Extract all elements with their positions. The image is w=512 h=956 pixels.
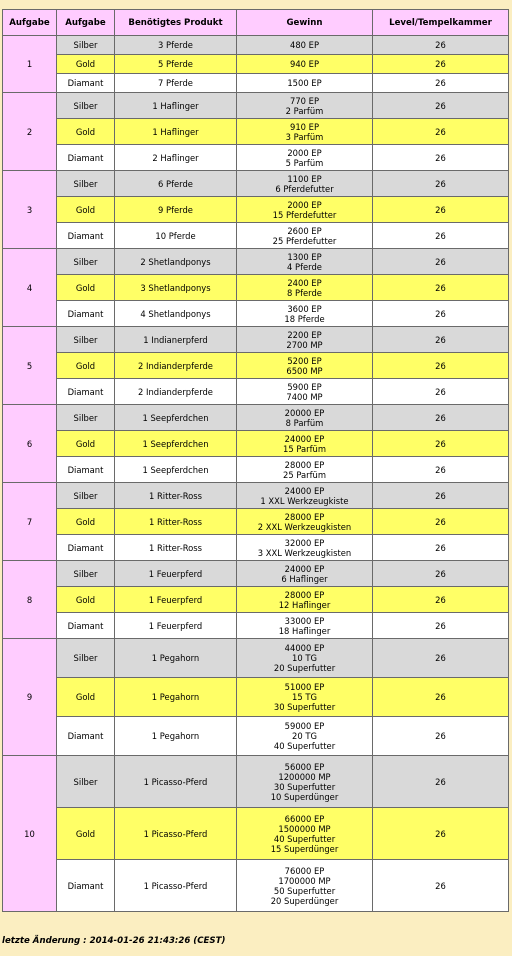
gewinn-line: 50 Superfutter bbox=[273, 885, 336, 896]
level-cell: 26 bbox=[373, 249, 509, 275]
product-cell: 1 Ritter-Ross bbox=[115, 483, 237, 509]
gewinn-line: 24000 EP bbox=[284, 485, 325, 496]
tier-cell: Gold bbox=[57, 119, 115, 145]
aufgabe-number: 1 bbox=[3, 36, 57, 93]
gewinn-line: 15 Superdünger bbox=[270, 843, 339, 854]
product-cell: 4 Shetlandponys bbox=[115, 301, 237, 327]
product-cell: 1 Pegahorn bbox=[115, 639, 237, 678]
gewinn-cell bbox=[237, 301, 373, 327]
table-row bbox=[3, 613, 509, 639]
gewinn-line: 1500000 MP bbox=[278, 823, 331, 834]
gewinn-cell bbox=[237, 587, 373, 613]
gewinn-line: 33000 EP bbox=[284, 615, 325, 626]
table-row bbox=[3, 197, 509, 223]
gewinn-line: 18 Haflinger bbox=[278, 625, 331, 636]
gewinn-cell bbox=[237, 535, 373, 561]
tier-cell: Silber bbox=[57, 639, 115, 678]
level-cell: 26 bbox=[373, 275, 509, 301]
table-row bbox=[3, 171, 509, 197]
tier-cell: Gold bbox=[57, 275, 115, 301]
product-cell: 1 Ritter-Ross bbox=[115, 535, 237, 561]
gewinn-line: 30 Superfutter bbox=[273, 702, 336, 712]
table-row bbox=[3, 717, 509, 756]
gewinn-line: 30 Superfutter bbox=[273, 781, 336, 792]
gewinn-line: 18 Pferde bbox=[284, 313, 325, 324]
gewinn-cell bbox=[237, 431, 373, 457]
table-row bbox=[3, 405, 509, 431]
gewinn-line: 1100 EP bbox=[287, 173, 322, 184]
table-row bbox=[3, 639, 509, 678]
product-cell: 1 Indianerpferd bbox=[115, 327, 237, 353]
header-gewinn: Gewinn bbox=[237, 10, 373, 36]
product-cell: 1 Picasso-Pferd bbox=[115, 756, 237, 808]
gewinn-line: 25 Parfüm bbox=[283, 469, 326, 480]
gewinn-line: 2600 EP bbox=[287, 225, 322, 236]
header-level: Level/Tempelkammer bbox=[373, 10, 509, 36]
gewinn-cell bbox=[237, 457, 373, 483]
table-row bbox=[3, 301, 509, 327]
gewinn-line: 2400 EP bbox=[287, 277, 322, 288]
aufgabe-number: 5 bbox=[3, 327, 57, 405]
product-cell: 1 Seepferdchen bbox=[115, 431, 237, 457]
table-row bbox=[3, 483, 509, 509]
gewinn-line: 5200 EP bbox=[287, 355, 322, 366]
gewinn-cell bbox=[237, 197, 373, 223]
level-cell: 26 bbox=[373, 223, 509, 249]
product-cell: 1 Picasso-Pferd bbox=[115, 860, 237, 912]
gewinn-line: 10 TG bbox=[292, 653, 317, 663]
level-cell: 26 bbox=[373, 145, 509, 171]
gewinn-line: 20 Superfutter bbox=[273, 663, 336, 673]
level-cell: 26 bbox=[373, 509, 509, 535]
table-row bbox=[3, 353, 509, 379]
level-cell: 26 bbox=[373, 379, 509, 405]
level-cell: 26 bbox=[373, 55, 509, 74]
tier-cell: Silber bbox=[57, 171, 115, 197]
gewinn-line: 40 Superfutter bbox=[273, 741, 336, 751]
gewinn-cell bbox=[237, 405, 373, 431]
table-row bbox=[3, 145, 509, 171]
gewinn-cell bbox=[237, 36, 373, 55]
aufgabe-number: 6 bbox=[3, 405, 57, 483]
tier-cell: Silber bbox=[57, 327, 115, 353]
gewinn-cell bbox=[237, 379, 373, 405]
tier-cell: Silber bbox=[57, 756, 115, 808]
gewinn-line: 10 Superdünger bbox=[270, 791, 339, 802]
gewinn-line: 15 Parfüm bbox=[283, 443, 326, 454]
product-cell: 1 Feuerpferd bbox=[115, 587, 237, 613]
gewinn-cell bbox=[237, 55, 373, 74]
product-cell: 2 Shetlandponys bbox=[115, 249, 237, 275]
gewinn-line: 2200 EP bbox=[287, 329, 322, 340]
gewinn-line: 44000 EP bbox=[284, 643, 325, 653]
tier-cell: Diamant bbox=[57, 145, 115, 171]
aufgabe-number: 3 bbox=[3, 171, 57, 249]
level-cell: 26 bbox=[373, 561, 509, 587]
level-cell: 26 bbox=[373, 353, 509, 379]
tier-cell: Silber bbox=[57, 483, 115, 509]
gewinn-cell bbox=[237, 223, 373, 249]
aufgabe-number: 10 bbox=[3, 756, 57, 912]
tier-cell: Diamant bbox=[57, 223, 115, 249]
tier-cell: Silber bbox=[57, 36, 115, 55]
level-cell: 26 bbox=[373, 74, 509, 93]
gewinn-line: 5900 EP bbox=[287, 381, 322, 392]
level-cell: 26 bbox=[373, 197, 509, 223]
level-cell: 26 bbox=[373, 756, 509, 808]
table-row bbox=[3, 36, 509, 55]
gewinn-cell bbox=[237, 327, 373, 353]
gewinn-line: 40 Superfutter bbox=[273, 833, 336, 844]
task-table bbox=[2, 9, 509, 912]
gewinn-cell bbox=[237, 717, 373, 756]
level-cell: 26 bbox=[373, 808, 509, 860]
header-aufgabe-num: Aufgabe bbox=[3, 10, 57, 36]
level-cell: 26 bbox=[373, 93, 509, 119]
gewinn-line: 2000 EP bbox=[287, 199, 322, 210]
product-cell: 1 Ritter-Ross bbox=[115, 509, 237, 535]
table-row bbox=[3, 509, 509, 535]
gewinn-line: 1700000 MP bbox=[278, 875, 331, 886]
product-cell: 1 Feuerpferd bbox=[115, 561, 237, 587]
product-cell: 5 Pferde bbox=[115, 55, 237, 74]
level-cell: 26 bbox=[373, 535, 509, 561]
gewinn-cell bbox=[237, 275, 373, 301]
level-cell: 26 bbox=[373, 36, 509, 55]
table-row bbox=[3, 678, 509, 717]
product-cell: 1 Pegahorn bbox=[115, 678, 237, 717]
tier-cell: Gold bbox=[57, 431, 115, 457]
gewinn-line: 6500 MP bbox=[286, 365, 323, 376]
gewinn-line: 770 EP bbox=[290, 95, 319, 106]
table-row bbox=[3, 74, 509, 93]
header-aufgabe-tier: Aufgabe bbox=[57, 10, 115, 36]
tier-cell: Diamant bbox=[57, 379, 115, 405]
product-cell: 2 Haflinger bbox=[115, 145, 237, 171]
gewinn-line: 12 Haflinger bbox=[278, 599, 331, 610]
level-cell: 26 bbox=[373, 639, 509, 678]
gewinn-line: 15 Pferdefutter bbox=[272, 209, 337, 220]
product-cell: 1 Seepferdchen bbox=[115, 405, 237, 431]
header-row bbox=[3, 10, 509, 36]
tier-cell: Silber bbox=[57, 249, 115, 275]
tier-cell: Gold bbox=[57, 55, 115, 74]
tier-cell: Silber bbox=[57, 405, 115, 431]
gewinn-line: 66000 EP bbox=[284, 813, 325, 824]
aufgabe-number: 7 bbox=[3, 483, 57, 561]
gewinn-line: 5 Parfüm bbox=[285, 157, 324, 168]
gewinn-line: 8 Parfüm bbox=[285, 417, 324, 428]
gewinn-line: 910 EP bbox=[290, 121, 319, 132]
table-row bbox=[3, 275, 509, 301]
table-row bbox=[3, 119, 509, 145]
gewinn-cell bbox=[237, 639, 373, 678]
last-modified-text: letzte Änderung : 2014-01-26 21:43:26 (CEST) bbox=[2, 936, 226, 946]
gewinn-cell bbox=[237, 860, 373, 912]
gewinn-line: 20 TG bbox=[292, 731, 317, 741]
table-row bbox=[3, 55, 509, 74]
gewinn-line: 4 Pferde bbox=[287, 261, 322, 272]
table-row bbox=[3, 249, 509, 275]
product-cell: 10 Pferde bbox=[115, 223, 237, 249]
product-cell: 2 Indianderpferde bbox=[115, 353, 237, 379]
gewinn-line: 480 EP bbox=[290, 40, 319, 50]
tier-cell: Diamant bbox=[57, 860, 115, 912]
table-row bbox=[3, 561, 509, 587]
gewinn-line: 59000 EP bbox=[284, 721, 325, 731]
table-row bbox=[3, 431, 509, 457]
header-product: Benötigtes Produkt bbox=[115, 10, 237, 36]
gewinn-line: 56000 EP bbox=[284, 761, 325, 772]
gewinn-line: 51000 EP bbox=[284, 682, 325, 692]
gewinn-line: 1500 EP bbox=[287, 78, 322, 88]
gewinn-cell bbox=[237, 171, 373, 197]
gewinn-line: 6 Pferdefutter bbox=[275, 183, 334, 194]
gewinn-line: 8 Pferde bbox=[287, 287, 322, 298]
table-row bbox=[3, 379, 509, 405]
table-row bbox=[3, 223, 509, 249]
product-cell: 1 Pegahorn bbox=[115, 717, 237, 756]
gewinn-cell bbox=[237, 509, 373, 535]
level-cell: 26 bbox=[373, 587, 509, 613]
gewinn-line: 6 Haflinger bbox=[281, 573, 328, 584]
product-cell: 1 Haflinger bbox=[115, 93, 237, 119]
product-cell: 3 Pferde bbox=[115, 36, 237, 55]
gewinn-line: 2 Parfüm bbox=[285, 105, 324, 116]
gewinn-line: 28000 EP bbox=[284, 511, 325, 522]
tier-cell: Diamant bbox=[57, 301, 115, 327]
task-table-body bbox=[3, 36, 509, 912]
product-cell: 1 Seepferdchen bbox=[115, 457, 237, 483]
gewinn-line: 25 Pferdefutter bbox=[272, 235, 337, 246]
table-row bbox=[3, 535, 509, 561]
gewinn-line: 24000 EP bbox=[284, 563, 325, 574]
gewinn-cell bbox=[237, 613, 373, 639]
gewinn-line: 2000 EP bbox=[287, 147, 322, 158]
gewinn-cell bbox=[237, 756, 373, 808]
tier-cell: Gold bbox=[57, 197, 115, 223]
tier-cell: Diamant bbox=[57, 74, 115, 93]
tier-cell: Silber bbox=[57, 561, 115, 587]
gewinn-line: 76000 EP bbox=[284, 865, 325, 876]
table-row bbox=[3, 327, 509, 353]
level-cell: 26 bbox=[373, 860, 509, 912]
table-row bbox=[3, 860, 509, 912]
gewinn-line: 1200000 MP bbox=[278, 771, 331, 782]
tier-cell: Diamant bbox=[57, 535, 115, 561]
gewinn-line: 940 EP bbox=[290, 59, 319, 69]
gewinn-cell bbox=[237, 74, 373, 93]
product-cell: 9 Pferde bbox=[115, 197, 237, 223]
tier-cell: Gold bbox=[57, 509, 115, 535]
level-cell: 26 bbox=[373, 301, 509, 327]
gewinn-cell bbox=[237, 145, 373, 171]
product-cell: 3 Shetlandponys bbox=[115, 275, 237, 301]
gewinn-line: 3600 EP bbox=[287, 303, 322, 314]
gewinn-cell bbox=[237, 119, 373, 145]
gewinn-line: 28000 EP bbox=[284, 459, 325, 470]
gewinn-line: 1300 EP bbox=[287, 251, 322, 262]
tier-cell: Diamant bbox=[57, 717, 115, 756]
gewinn-line: 24000 EP bbox=[284, 433, 325, 444]
table-row bbox=[3, 457, 509, 483]
level-cell: 26 bbox=[373, 171, 509, 197]
tier-cell: Silber bbox=[57, 93, 115, 119]
product-cell: 6 Pferde bbox=[115, 171, 237, 197]
level-cell: 26 bbox=[373, 483, 509, 509]
level-cell: 26 bbox=[373, 431, 509, 457]
level-cell: 26 bbox=[373, 717, 509, 756]
level-cell: 26 bbox=[373, 327, 509, 353]
gewinn-cell bbox=[237, 93, 373, 119]
tier-cell: Diamant bbox=[57, 457, 115, 483]
table-row bbox=[3, 756, 509, 808]
tier-cell: Diamant bbox=[57, 613, 115, 639]
aufgabe-number: 2 bbox=[3, 93, 57, 171]
product-cell: 1 Haflinger bbox=[115, 119, 237, 145]
level-cell: 26 bbox=[373, 457, 509, 483]
table-row bbox=[3, 808, 509, 860]
level-cell: 26 bbox=[373, 405, 509, 431]
tier-cell: Gold bbox=[57, 678, 115, 717]
product-cell: 7 Pferde bbox=[115, 74, 237, 93]
tier-cell: Gold bbox=[57, 808, 115, 860]
aufgabe-number: 9 bbox=[3, 639, 57, 756]
gewinn-line: 2700 MP bbox=[286, 339, 323, 350]
gewinn-line: 3 Parfüm bbox=[285, 131, 324, 142]
gewinn-cell bbox=[237, 808, 373, 860]
aufgabe-number: 8 bbox=[3, 561, 57, 639]
gewinn-cell bbox=[237, 483, 373, 509]
product-cell: 1 Picasso-Pferd bbox=[115, 808, 237, 860]
product-cell: 2 Indianderpferde bbox=[115, 379, 237, 405]
gewinn-cell bbox=[237, 561, 373, 587]
gewinn-cell bbox=[237, 249, 373, 275]
tier-cell: Gold bbox=[57, 353, 115, 379]
gewinn-line: 1 XXL Werkzeugkiste bbox=[260, 495, 349, 506]
gewinn-line: 20 Superdünger bbox=[270, 895, 339, 906]
gewinn-cell bbox=[237, 353, 373, 379]
level-cell: 26 bbox=[373, 613, 509, 639]
gewinn-cell bbox=[237, 678, 373, 717]
gewinn-line: 7400 MP bbox=[286, 391, 323, 402]
level-cell: 26 bbox=[373, 678, 509, 717]
gewinn-line: 15 TG bbox=[292, 692, 317, 702]
aufgabe-number: 4 bbox=[3, 249, 57, 327]
gewinn-line: 3 XXL Werkzeugkisten bbox=[257, 547, 352, 558]
gewinn-line: 32000 EP bbox=[284, 537, 325, 548]
level-cell: 26 bbox=[373, 119, 509, 145]
product-cell: 1 Feuerpferd bbox=[115, 613, 237, 639]
table-row bbox=[3, 93, 509, 119]
gewinn-line: 2 XXL Werkzeugkisten bbox=[257, 521, 352, 532]
gewinn-line: 20000 EP bbox=[284, 407, 325, 418]
tier-cell: Gold bbox=[57, 587, 115, 613]
gewinn-line: 28000 EP bbox=[284, 589, 325, 600]
table-row bbox=[3, 587, 509, 613]
